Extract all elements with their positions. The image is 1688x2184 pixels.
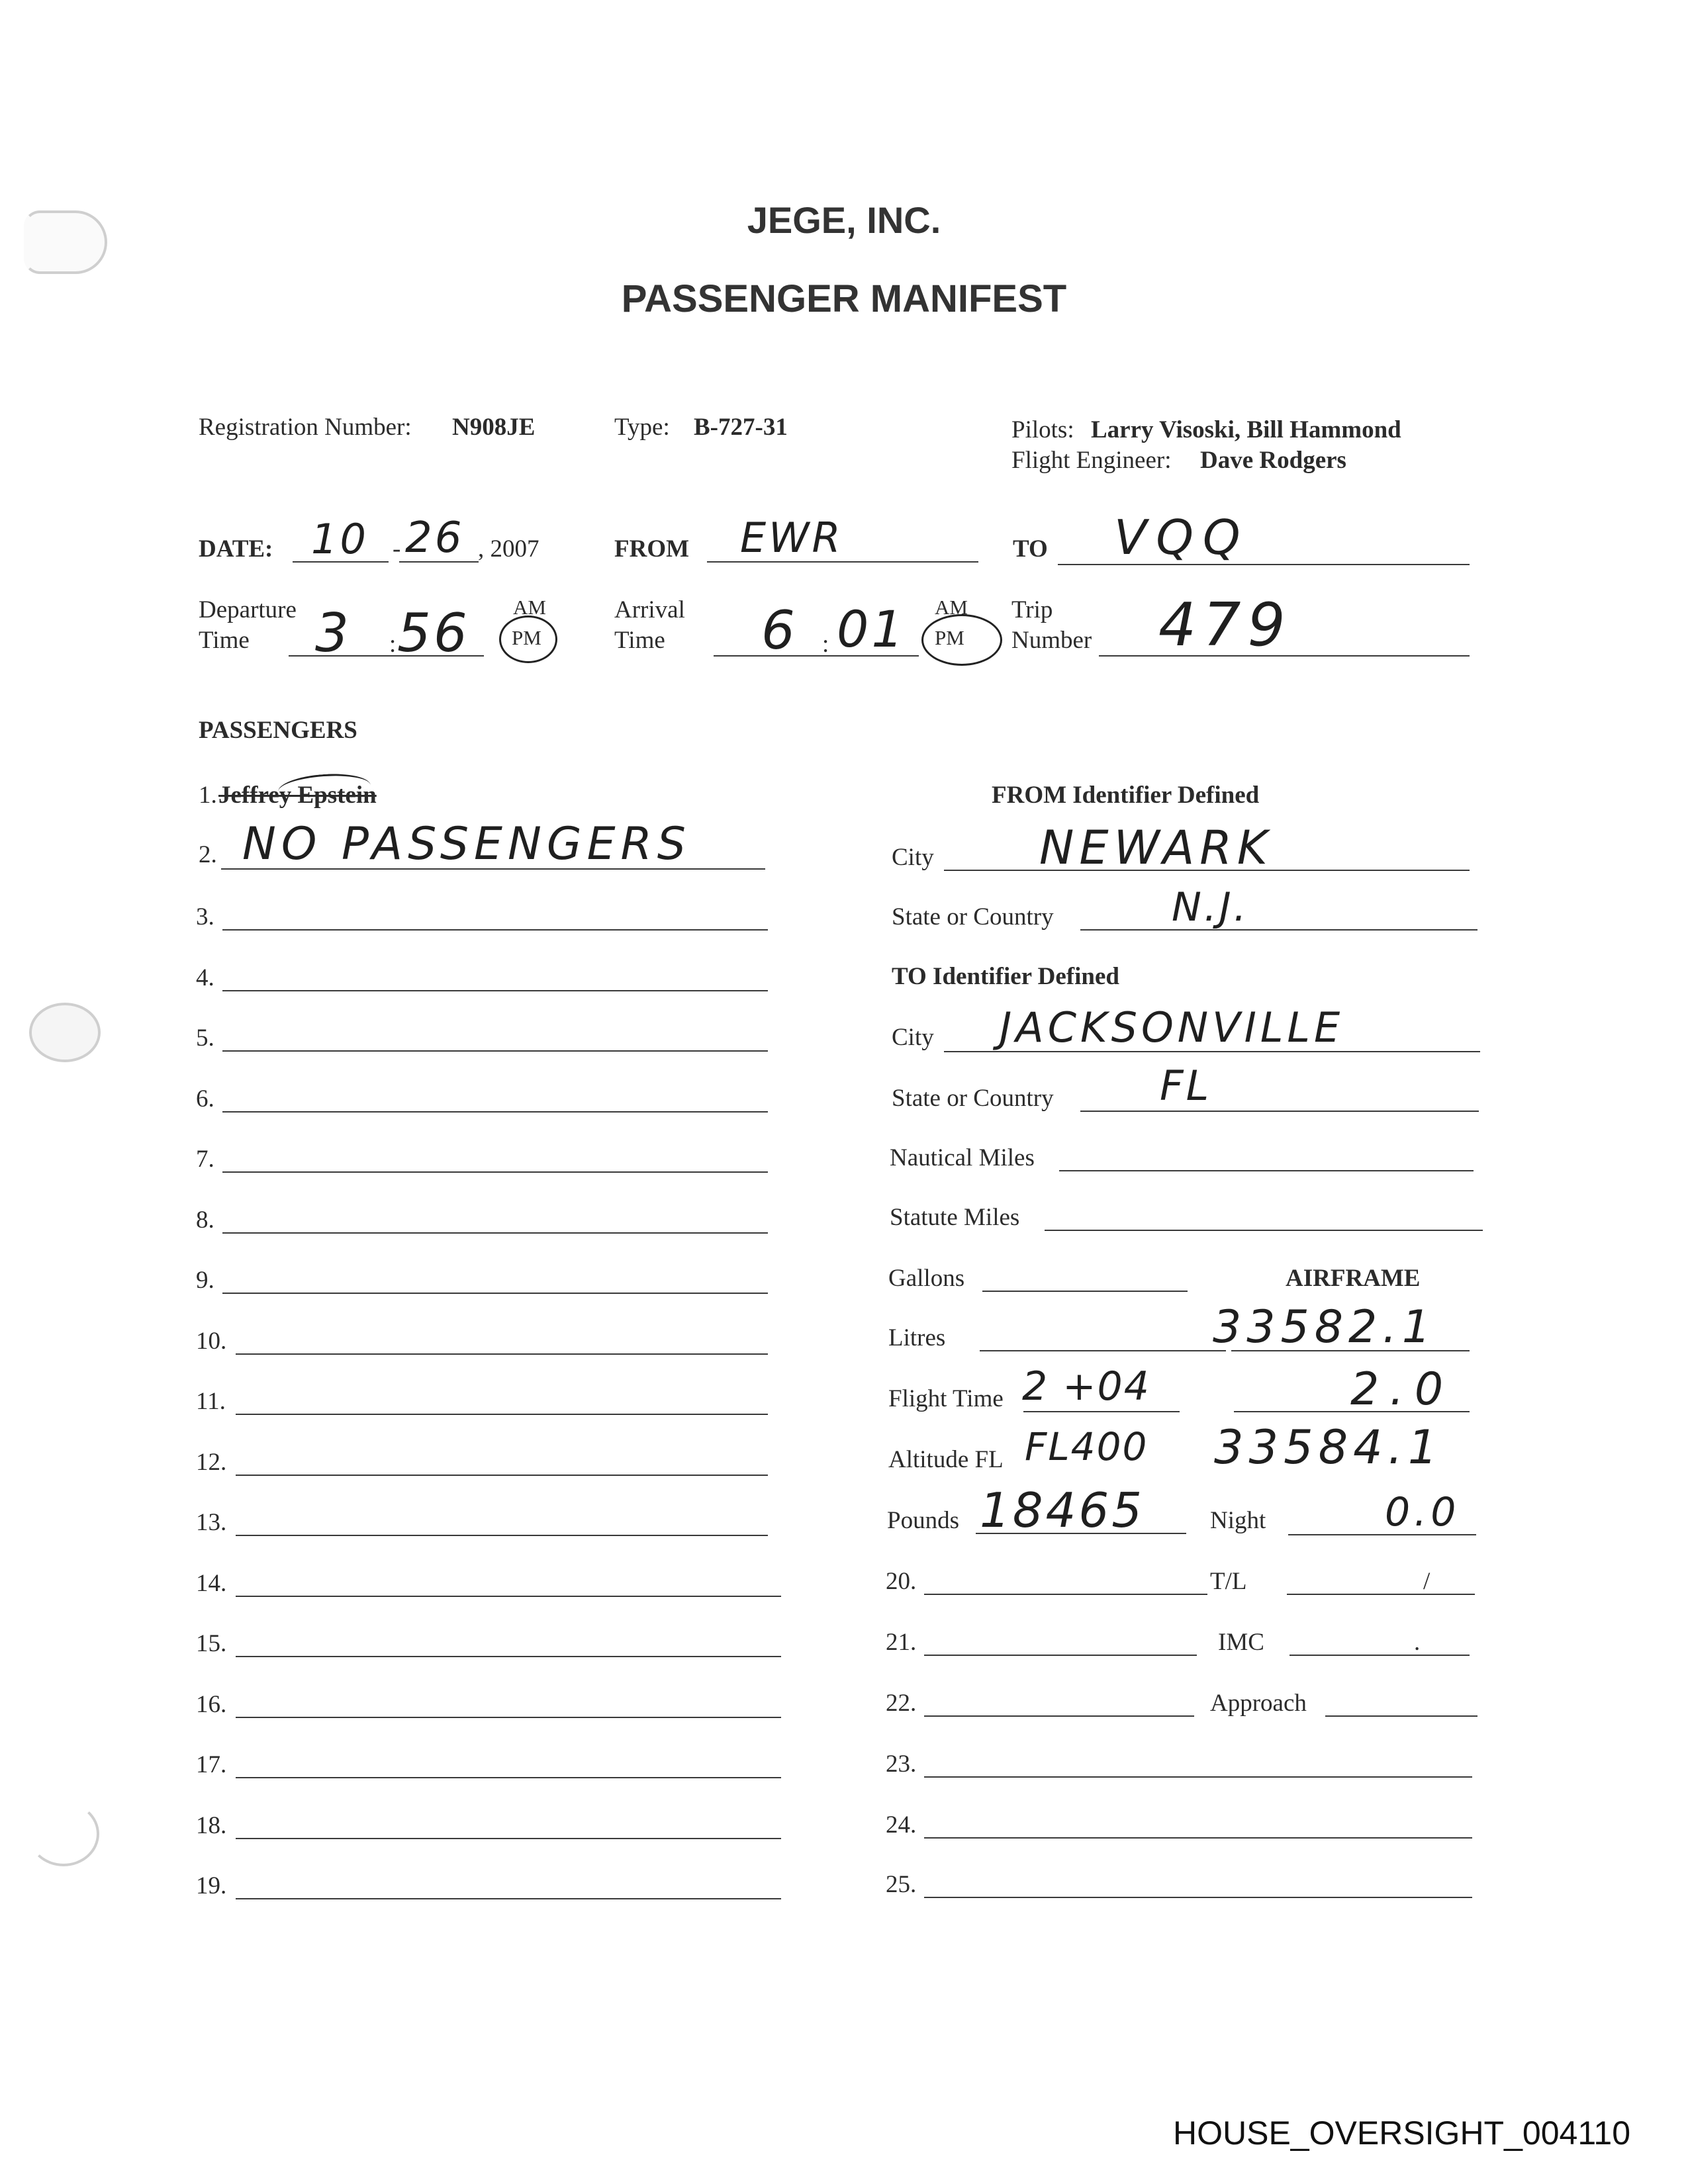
passenger-line[interactable] <box>924 1655 1197 1656</box>
nautical-miles-line <box>1059 1170 1474 1171</box>
from-city-line <box>944 870 1470 871</box>
tl-line <box>1287 1594 1475 1595</box>
passenger-number: 15. <box>196 1630 227 1657</box>
airframe-end: 33584.1 <box>1214 1420 1443 1475</box>
passenger-line[interactable] <box>924 1594 1207 1595</box>
date-year: , 2007 <box>478 535 539 563</box>
gallons-label: Gallons <box>888 1265 965 1292</box>
passenger-line[interactable] <box>222 1050 768 1052</box>
passenger-number: 9. <box>196 1267 214 1294</box>
approach-label: Approach <box>1210 1690 1307 1717</box>
passenger-2-value: NO PASSENGERS <box>242 818 691 870</box>
departure-line <box>289 655 484 657</box>
passenger-number: 20. <box>886 1568 917 1595</box>
pounds-label: Pounds <box>887 1507 959 1534</box>
passenger-number: 12. <box>196 1448 227 1476</box>
pilots-label: Pilots: <box>1011 416 1074 443</box>
trip-line <box>1099 655 1470 657</box>
passenger-number: 8. <box>196 1206 214 1234</box>
type-label: Type: <box>614 414 670 441</box>
passenger-number: 16. <box>196 1690 227 1718</box>
passenger-line[interactable] <box>924 1897 1472 1898</box>
passenger-number: 10. <box>196 1327 227 1355</box>
statute-miles-label: Statute Miles <box>890 1204 1020 1231</box>
from-state-value: N.J. <box>1172 884 1249 931</box>
airframe-start: 33582.1 <box>1213 1301 1436 1353</box>
passenger-2-line <box>221 868 765 870</box>
passenger-line[interactable] <box>236 1475 768 1476</box>
passenger-number: 14. <box>196 1569 227 1597</box>
airframe-start-line <box>1231 1350 1470 1351</box>
passenger-line[interactable] <box>222 929 768 931</box>
passengers-heading: PASSENGERS <box>199 717 357 744</box>
from-state-label: State or Country <box>892 903 1054 931</box>
approach-line <box>1325 1715 1477 1717</box>
imc-line <box>1289 1655 1470 1656</box>
bates-number: HOUSE_OVERSIGHT_004110 <box>1173 2115 1631 2152</box>
night-line <box>1288 1534 1476 1535</box>
night-value: 0.0 <box>1385 1489 1460 1535</box>
night-label: Night <box>1210 1507 1266 1534</box>
page-title: PASSENGER MANIFEST <box>621 277 1067 320</box>
flight-time-line <box>1023 1411 1180 1412</box>
flight-time-total: 2.0 <box>1350 1363 1454 1416</box>
statute-miles-line <box>1045 1230 1483 1231</box>
altitude-value: FL400 <box>1025 1424 1149 1469</box>
departure-pm-circle <box>499 615 557 663</box>
departure-hour: 3 <box>315 602 352 664</box>
arrival-label-2: Time <box>614 627 665 654</box>
type-value: B-727-31 <box>694 414 788 441</box>
gallons-line <box>982 1291 1188 1292</box>
to-label: TO <box>1013 535 1048 563</box>
passenger-number: 7. <box>196 1146 214 1173</box>
pilots-value: Larry Visoski, Bill Hammond <box>1091 416 1401 443</box>
passenger-line[interactable] <box>236 1777 781 1778</box>
passenger-number: 25. <box>886 1871 917 1898</box>
flight-time-label: Flight Time <box>888 1385 1004 1412</box>
date-separator: - <box>393 535 401 563</box>
passenger-line[interactable] <box>236 1353 768 1355</box>
passenger-line[interactable] <box>924 1837 1472 1839</box>
date-day-line <box>399 561 479 563</box>
airframe-label: AIRFRAME <box>1286 1265 1421 1292</box>
date-month-line <box>293 561 389 563</box>
passenger-1-number: 1. <box>199 782 217 809</box>
arrival-label-1: Arrival <box>614 596 685 623</box>
from-label: FROM <box>614 535 690 563</box>
to-city-line <box>944 1051 1480 1052</box>
from-identifier-heading: FROM Identifier Defined <box>992 782 1260 809</box>
passenger-line[interactable] <box>924 1715 1194 1717</box>
passenger-number: 17. <box>196 1751 227 1778</box>
arrival-am: AM <box>935 596 968 619</box>
trip-label-1: Trip <box>1011 596 1053 623</box>
passenger-number: 23. <box>886 1751 917 1778</box>
arrival-hour: 6 <box>761 600 798 661</box>
litres-label: Litres <box>888 1324 946 1351</box>
arrival-pm: PM <box>935 626 964 649</box>
tl-separator: / <box>1423 1568 1430 1595</box>
flight-time-total-line <box>1234 1411 1470 1412</box>
passenger-number: 4. <box>196 964 214 991</box>
passenger-line[interactable] <box>222 1293 768 1294</box>
pounds-value: 18465 <box>980 1482 1145 1538</box>
passenger-line[interactable] <box>222 1232 768 1234</box>
imc-label: IMC <box>1218 1629 1264 1656</box>
pounds-line <box>976 1533 1186 1534</box>
passenger-line[interactable] <box>222 990 768 991</box>
arrival-minutes: 01 <box>837 600 906 659</box>
flight-time-value: 2 +04 <box>1022 1363 1150 1410</box>
engineer-label: Flight Engineer: <box>1011 447 1172 474</box>
departure-label-1: Departure <box>199 596 297 623</box>
passenger-number: 6. <box>196 1085 214 1113</box>
from-value: EWR <box>740 514 843 562</box>
to-value: VQQ <box>1114 510 1250 565</box>
to-state-value: FL <box>1160 1062 1212 1110</box>
passenger-number: 22. <box>886 1690 917 1717</box>
departure-minutes: 56 <box>397 602 470 664</box>
registration-value: N908JE <box>452 414 536 441</box>
to-city-value: JACKSONVILLE <box>1000 1003 1344 1052</box>
to-city-label: City <box>892 1024 934 1051</box>
departure-pm: PM <box>512 626 541 649</box>
passenger-line[interactable] <box>236 1717 781 1718</box>
passenger-line[interactable] <box>222 1111 768 1113</box>
passenger-line[interactable] <box>222 1171 768 1173</box>
litres-line <box>980 1350 1226 1351</box>
passenger-line[interactable] <box>236 1656 781 1657</box>
engineer-value: Dave Rodgers <box>1200 447 1346 474</box>
passenger-number: 19. <box>196 1872 227 1899</box>
trip-label-2: Number <box>1011 627 1092 654</box>
to-state-line <box>1080 1111 1479 1112</box>
passenger-number: 24. <box>886 1811 917 1839</box>
passenger-number: 21. <box>886 1629 917 1656</box>
to-identifier-heading: TO Identifier Defined <box>892 963 1119 990</box>
arrival-pm-circle <box>921 614 1002 666</box>
from-city-value: NEWARK <box>1039 821 1273 875</box>
passenger-1-name: Jeffrey Epstein <box>218 782 377 809</box>
passenger-line[interactable] <box>236 1838 781 1839</box>
passenger-line[interactable] <box>236 1414 768 1415</box>
date-label: DATE: <box>199 535 273 563</box>
binder-hole-middle <box>29 1003 101 1062</box>
passenger-number: 11. <box>196 1388 226 1415</box>
binder-hole-bottom <box>28 1801 99 1866</box>
to-state-label: State or Country <box>892 1085 1054 1112</box>
passenger-number: 3. <box>196 903 214 931</box>
passenger-line[interactable] <box>924 1776 1472 1778</box>
tl-label: T/L <box>1210 1568 1247 1595</box>
arrival-colon: : <box>822 631 829 658</box>
imc-separator: . <box>1414 1629 1421 1656</box>
registration-label: Registration Number: <box>199 414 412 441</box>
passenger-number: 18. <box>196 1811 227 1839</box>
altitude-label: Altitude FL <box>888 1446 1004 1473</box>
departure-colon: : <box>389 631 397 658</box>
from-line <box>707 561 978 563</box>
passenger-2-number: 2. <box>199 841 217 868</box>
departure-am: AM <box>513 596 546 619</box>
departure-label-2: Time <box>199 627 250 654</box>
passenger-line[interactable] <box>236 1898 781 1899</box>
company-name: JEGE, INC. <box>747 199 941 241</box>
nautical-miles-label: Nautical Miles <box>890 1144 1035 1171</box>
arrival-line <box>714 655 919 657</box>
from-state-line <box>1080 929 1477 931</box>
trip-value: 479 <box>1158 590 1292 660</box>
date-month: 10 <box>311 515 369 563</box>
to-line <box>1058 564 1470 565</box>
from-city-label: City <box>892 844 934 871</box>
passenger-number: 5. <box>196 1024 214 1052</box>
passenger-number: 13. <box>196 1509 227 1536</box>
date-day: 26 <box>405 514 465 563</box>
passenger-line[interactable] <box>236 1596 781 1597</box>
passenger-line[interactable] <box>236 1535 768 1536</box>
